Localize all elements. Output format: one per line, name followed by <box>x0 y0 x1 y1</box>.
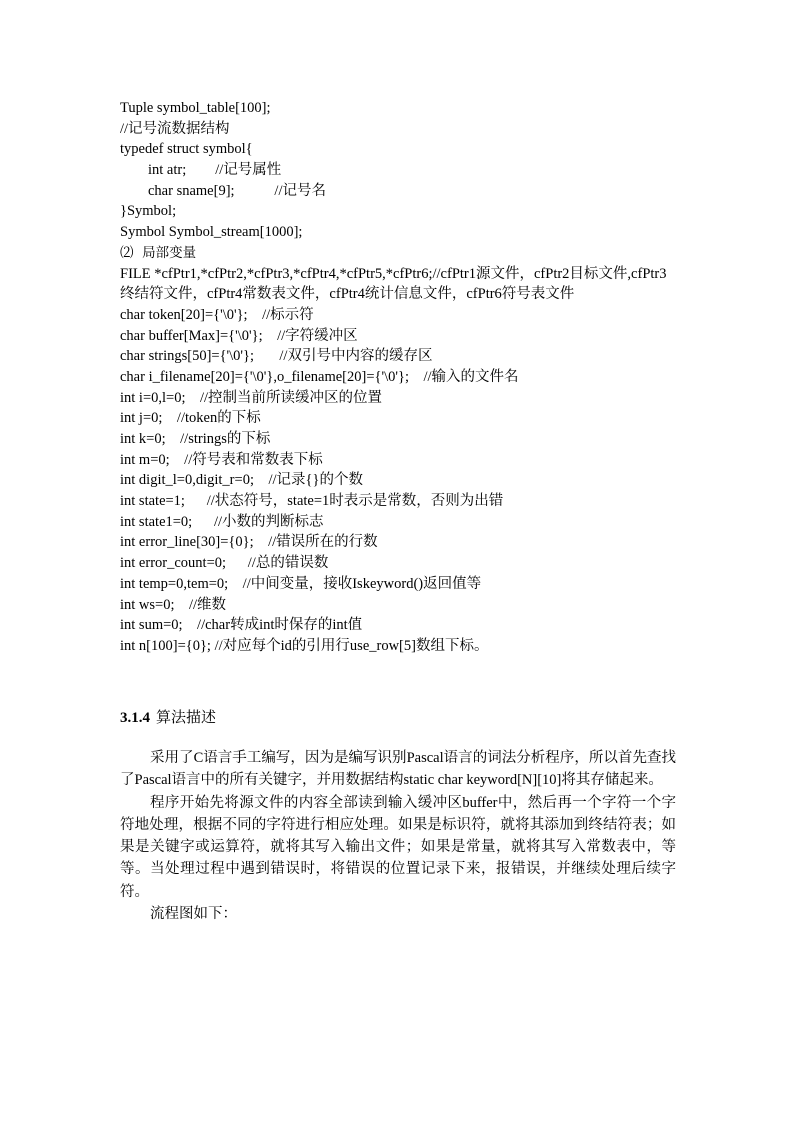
code-listing <box>120 98 680 657</box>
body-text <box>120 747 676 925</box>
code-line: int error_count=0; //总的错误数 <box>120 555 329 572</box>
code-line: Symbol Symbol_stream[1000]; <box>120 224 303 241</box>
code-line: }Symbol; <box>120 203 177 220</box>
code-line: int ws=0; //维数 <box>120 596 227 613</box>
code-line: int i=0,l=0; //控制当前所读缓冲区的位置 <box>120 389 383 406</box>
code-line: int temp=0,tem=0; //中间变量，接收Iskeyword()返回值等 <box>120 575 482 592</box>
code-line: int k=0; //strings的下标 <box>120 431 271 448</box>
paragraph: 采用了C语言手工编写，因为是编写识别Pascal语言的词法分析程序，所以首先查找了Pascal语言中的所有关键字，并用数据结构static char keyword[N][10]将其存储起来。 <box>120 750 676 789</box>
code-line: int j=0; //token的下标 <box>120 410 261 427</box>
code-line: typedef struct symbol{ <box>120 141 253 158</box>
code-line: int error_line[30]={0}; //错误所在的行数 <box>120 534 378 551</box>
section-heading <box>120 706 216 727</box>
code-line: char sname[9]; //记号名 <box>148 182 326 199</box>
subsection-heading: ⑵ 局部变量 <box>120 244 197 261</box>
code-line: char token[20]={'\0'}; //标示符 <box>120 306 314 323</box>
code-line: int sum=0; //char转成int时保存的int值 <box>120 617 363 634</box>
section-title-text: 算法描述 <box>156 710 217 726</box>
code-line: int digit_l=0,digit_r=0; //记录{}的个数 <box>120 472 363 489</box>
code-line: int state=1; //状态符号，state=1时表示是常数，否则为出错 <box>120 493 504 510</box>
code-line: int n[100]={0}; //对应每个id的引用行use_row[5]数组下标。 <box>120 637 489 654</box>
code-line: int m=0; //符号表和常数表下标 <box>120 451 323 468</box>
code-line: int state1=0; //小数的判断标志 <box>120 513 324 530</box>
section-number: 3.1.4 <box>120 710 150 726</box>
paragraph: 程序开始先将源文件的内容全部读到输入缓冲区buffer中，然后再一个字符一个字符地处理，根据不同的字符进行相应处理。如果是标识符，就将其添加到终结符表；如果是关键字或运算符，就将其写入输出文件；如果是常量，就将其写入常数表中，等等。当处理过程中遇到错误时，将错误的位置记录下来，报错误，并继续处理后续字符。 <box>120 794 676 900</box>
code-line: Tuple symbol_table[100]; <box>120 100 271 116</box>
code-line: char i_filename[20]={'\0'},o_filename[20]={'\0'}; //输入的文件名 <box>120 368 519 385</box>
code-line: int atr; //记号属性 <box>148 162 282 179</box>
code-line-wrapped: FILE *cfPtr1,*cfPtr2,*cfPtr3,*cfPtr4,*cfPtr5,*cfPtr6;//cfPtr1源文件，cfPtr2目标文件,cfPtr3终结符文件，cfPtr4常数表文件，cfPtr4统计信息文件，cfPtr6符号表文件 <box>120 265 667 303</box>
code-line: char strings[50]={'\0'}; //双引号中内容的缓存区 <box>120 348 433 365</box>
code-comment-line: //记号流数据结构 <box>120 120 230 137</box>
paragraph: 流程图如下： <box>150 906 237 923</box>
code-line: char buffer[Max]={'\0'}; //字符缓冲区 <box>120 327 358 344</box>
